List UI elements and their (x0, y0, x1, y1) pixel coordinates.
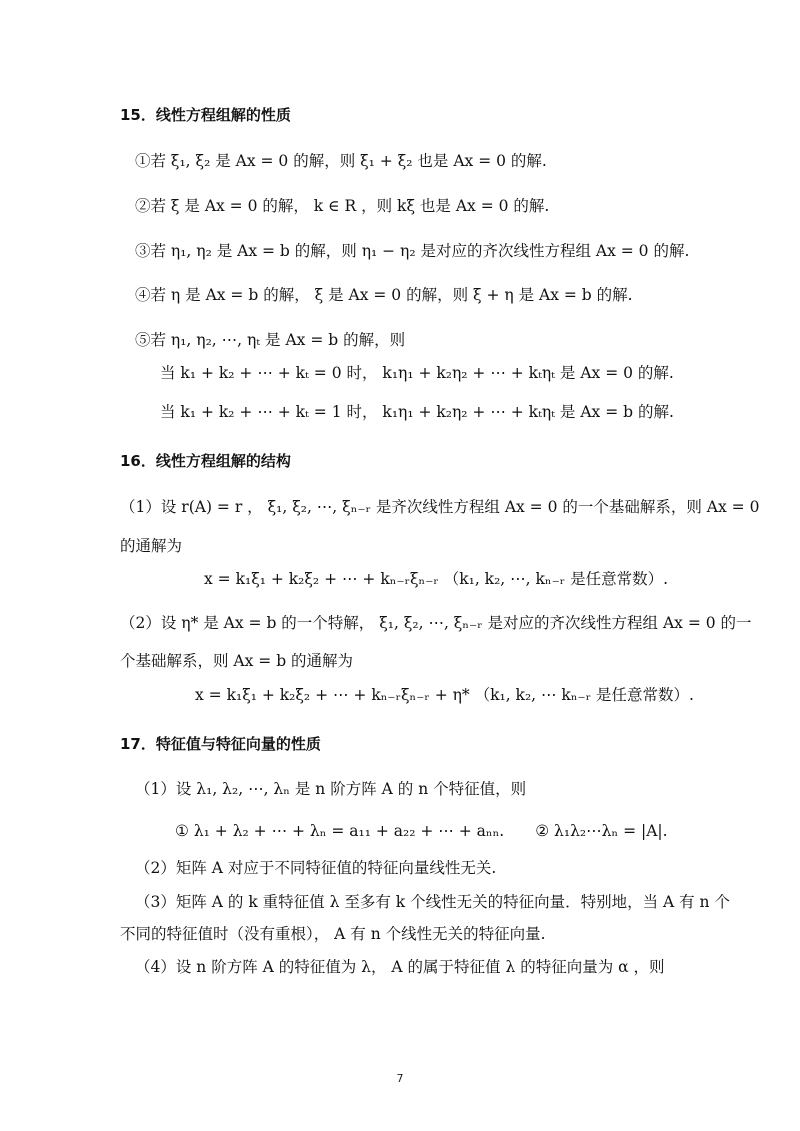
section-15-item-6: 当 k₁ + k₂ + ⋯ + kₜ = 0 时， k₁η₁ + k₂η₂ + ⋯ + kₜηₜ 是 Ax = 0 的解. (160, 364, 674, 382)
section-15-item-2: ②若 ξ 是 Ax = 0 的解， k ∈ R ，则 kξ 也是 Ax = 0 的解. (135, 197, 550, 215)
section-16-heading: 16．线性方程组解的结构 (120, 452, 291, 470)
section-15-heading: 15．线性方程组解的性质 (120, 106, 291, 124)
section-16-item-3: x = k₁ξ₁ + k₂ξ₂ + ⋯ + kₙ₋ᵣξₙ₋ᵣ （k₁, k₂, ⋯, kₙ₋ᵣ 是任意常数）. (204, 570, 669, 588)
section-17-item-4: （3）矩阵 A 的 k 重特征值 λ 至多有 k 个线性无关的特征向量．特别地，当 A 有 n 个 (135, 893, 730, 911)
section-16-item-6: x = k₁ξ₁ + k₂ξ₂ + ⋯ + kₙ₋ᵣξₙ₋ᵣ + η* （k₁, k₂, ⋯ kₙ₋ᵣ 是任意常数）. (195, 686, 694, 704)
section-16-item-2: 的通解为 (120, 537, 183, 555)
section-17-item-6: （4）设 n 阶方阵 A 的特征值为 λ， A 的属于特征值 λ 的特征向量为 α ，则 (135, 958, 665, 976)
section-17-heading: 17．特征值与特征向量的性质 (120, 735, 321, 753)
section-15-item-7: 当 k₁ + k₂ + ⋯ + kₜ = 1 时， k₁η₁ + k₂η₂ + ⋯ + kₜηₜ 是 Ax = b 的解. (160, 403, 674, 421)
page-number: 7 (396, 1072, 404, 1085)
section-15-item-1: ①若 ξ₁, ξ₂ 是 Ax = 0 的解，则 ξ₁ + ξ₂ 也是 Ax = 0 的解. (135, 152, 547, 170)
section-16-item-1: （1）设 r(A) = r ， ξ₁, ξ₂, ⋯, ξₙ₋ᵣ 是齐次线性方程组 Ax = 0 的一个基础解系，则 Ax = 0 (120, 498, 760, 516)
section-15-item-4: ④若 η 是 Ax = b 的解， ξ 是 Ax = 0 的解，则 ξ + η 是 Ax = b 的解. (135, 286, 633, 304)
section-16-item-5: 个基础解系，则 Ax = b 的通解为 (120, 652, 354, 670)
section-17-item-1: （1）设 λ₁, λ₂, ⋯, λₙ 是 n 阶方阵 A 的 n 个特征值，则 (135, 780, 527, 798)
section-17-item-5: 不同的特征值时（没有重根）， A 有 n 个线性无关的特征向量. (120, 925, 546, 943)
section-15-item-5: ⑤若 η₁, η₂, ⋯, ηₜ 是 Ax = b 的解，则 (135, 331, 406, 349)
section-17-item-2: ① λ₁ + λ₂ + ⋯ + λₙ = a₁₁ + a₂₂ + ⋯ + aₙₙ. ② λ₁λ₂⋯λₙ = |A|. (175, 822, 668, 840)
section-15-item-3: ③若 η₁, η₂ 是 Ax = b 的解，则 η₁ − η₂ 是对应的齐次线性方程组 Ax = 0 的解. (135, 242, 690, 260)
section-17-item-3: （2）矩阵 A 对应于不同特征值的特征向量线性无关. (135, 859, 497, 877)
section-16-item-4: （2）设 η* 是 Ax = b 的一个特解， ξ₁, ξ₂, ⋯, ξₙ₋ᵣ 是对应的齐次线性方程组 Ax = 0 的一 (120, 614, 752, 632)
